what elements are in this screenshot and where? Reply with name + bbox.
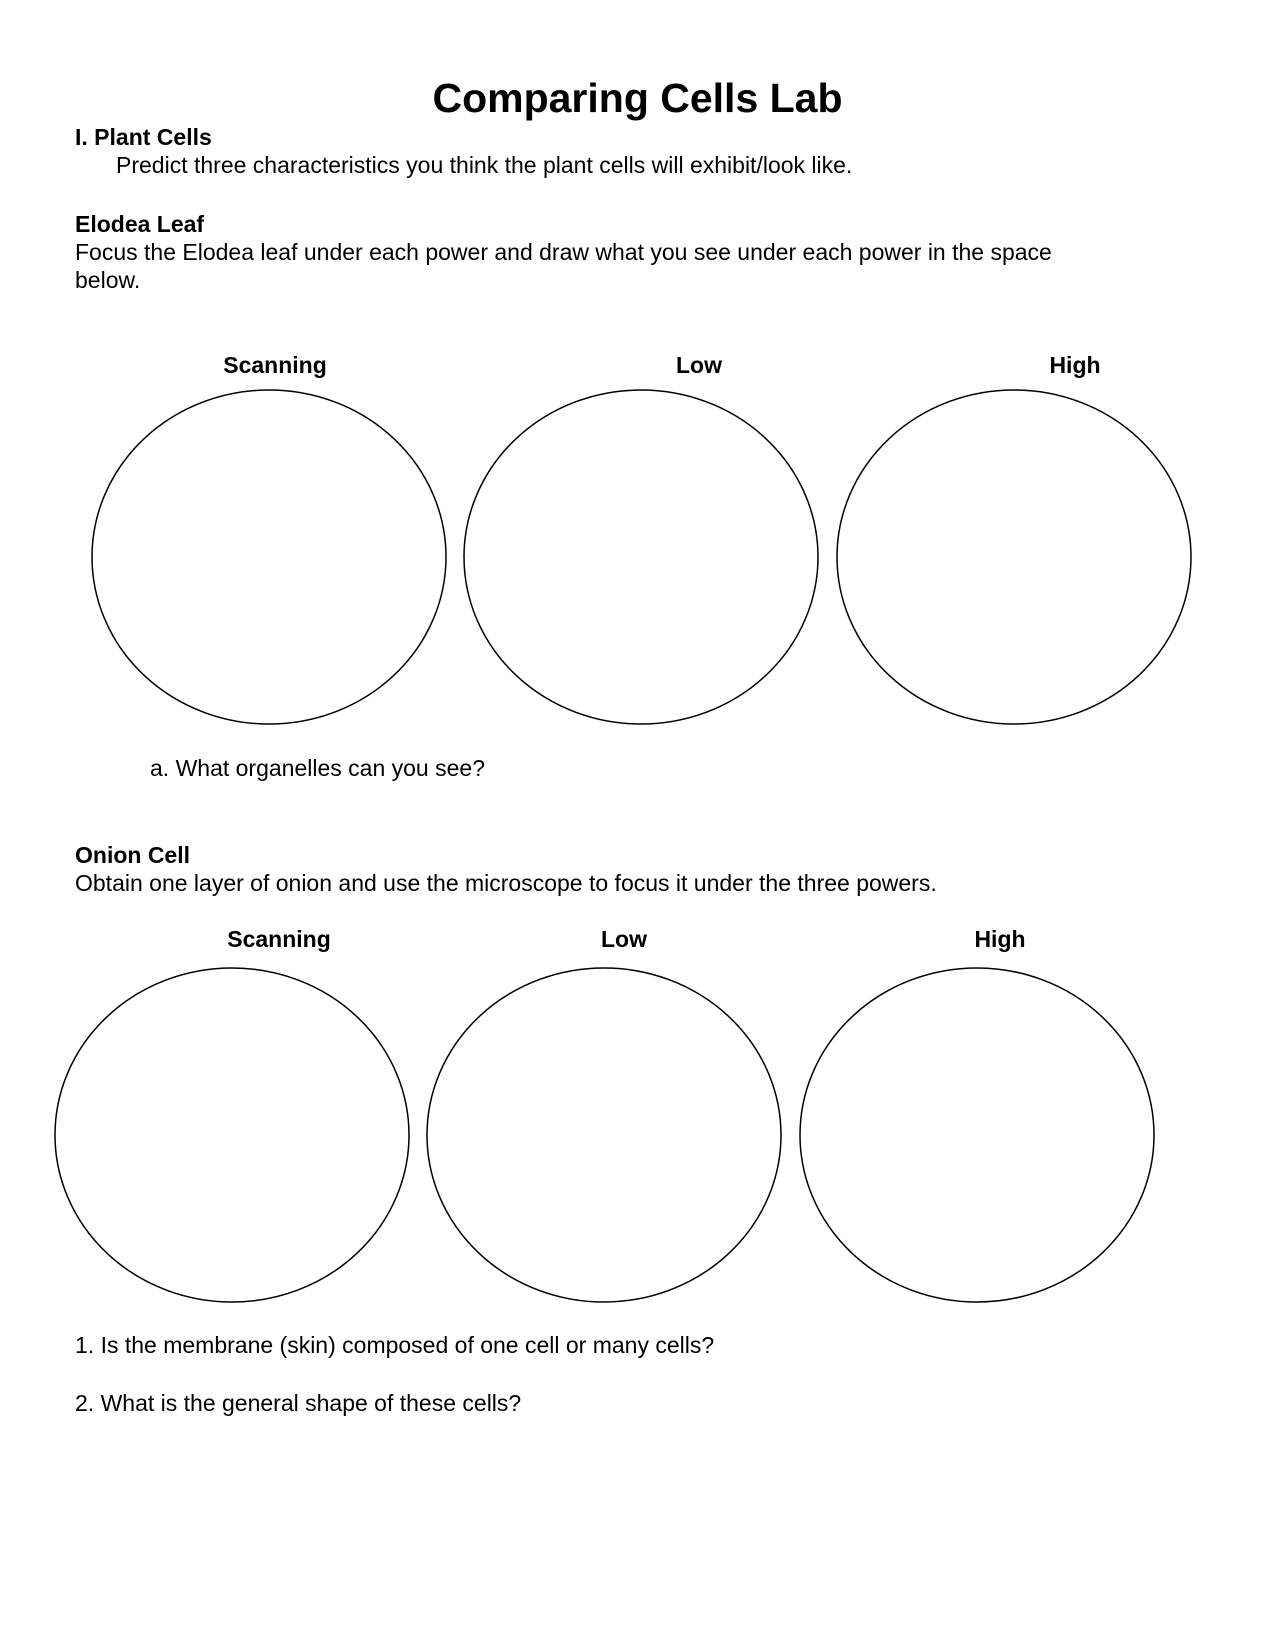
- elodea-question-a: a. What organelles can you see?: [150, 755, 485, 781]
- elodea-instruction-line1: Focus the Elodea leaf under each power and draw what you see under each power in the space: [75, 239, 1052, 265]
- onion-label-high: High: [974, 926, 1026, 952]
- onion-high-circle[interactable]: [800, 968, 1154, 1302]
- onion-instruction: Obtain one layer of onion and use the microscope to focus it under the three powers.: [75, 870, 937, 896]
- onion-scanning-circle[interactable]: [55, 968, 409, 1302]
- elodea-low-circle[interactable]: [464, 390, 818, 724]
- elodea-high-circle[interactable]: [837, 390, 1191, 724]
- section-heading-plant-cells: I. Plant Cells: [75, 124, 212, 150]
- elodea-label-low: Low: [676, 352, 722, 378]
- elodea-scanning-circle[interactable]: [92, 390, 446, 724]
- section-heading-elodea-leaf: Elodea Leaf: [75, 211, 205, 237]
- onion-low-circle[interactable]: [427, 968, 781, 1302]
- onion-question-2: 2. What is the general shape of these cells?: [75, 1390, 522, 1416]
- elodea-label-high: High: [1049, 352, 1101, 378]
- onion-question-1: 1. Is the membrane (skin) composed of one cell or many cells?: [75, 1332, 715, 1358]
- elodea-label-scanning: Scanning: [223, 352, 327, 378]
- onion-label-scanning: Scanning: [227, 926, 331, 952]
- page-title: Comparing Cells Lab: [432, 75, 843, 121]
- plant-cells-prompt: Predict three characteristics you think the plant cells will exhibit/look like.: [116, 152, 853, 178]
- onion-label-low: Low: [601, 926, 647, 952]
- elodea-instruction-line2: below.: [75, 267, 141, 293]
- section-heading-onion-cell: Onion Cell: [75, 842, 190, 868]
